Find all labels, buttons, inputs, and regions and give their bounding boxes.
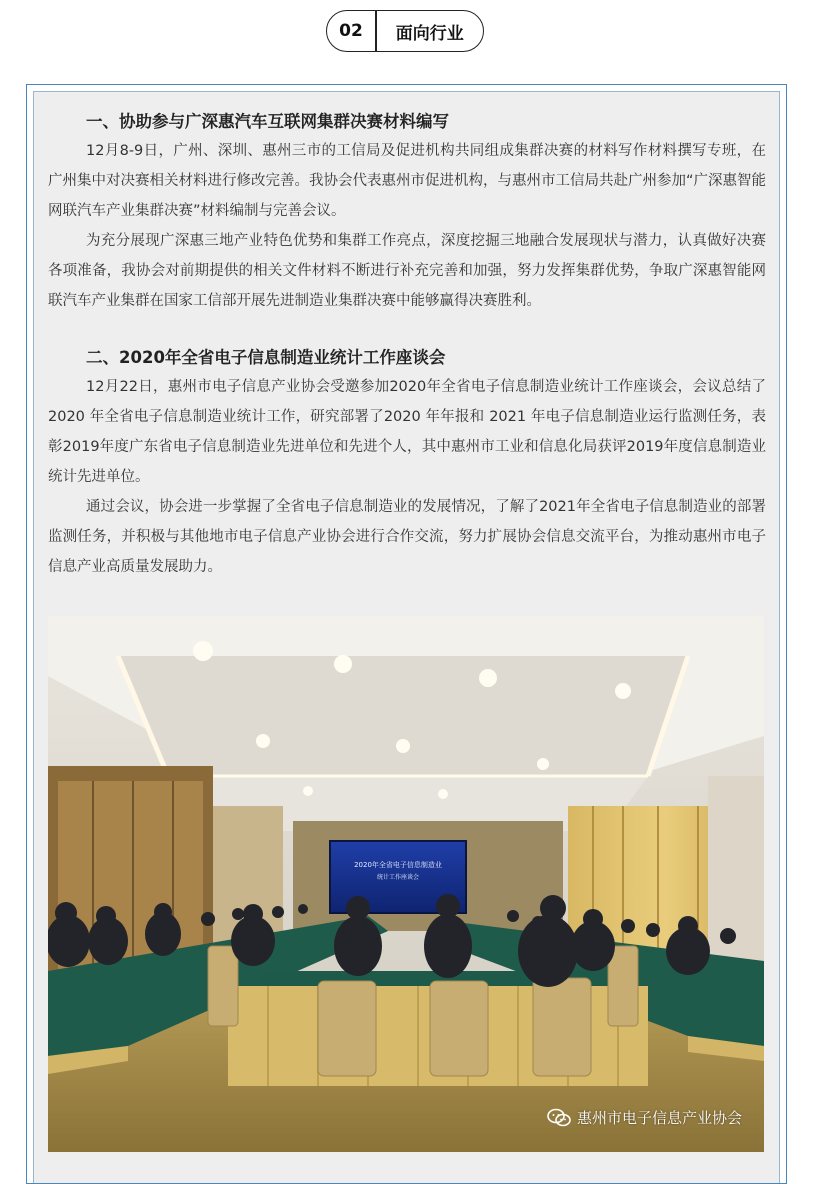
- section-gap: [48, 316, 766, 344]
- paragraph-1: 12月8-9日，广州、深圳、惠州三市的工信局及促进机构共同组成集群决赛的材料写作材料撰写专班，在广州集中对决赛相关材料进行修改完善。我协会代表惠州市促进机构，与惠州市工信局共赴广州参加“广深惠智能网联汽车产业集群决赛”材料编制与完善会议。: [48, 143, 767, 219]
- article-panel: [33, 91, 780, 1183]
- screen-title-line-2: 统计工作座谈会: [376, 874, 420, 881]
- paragraph-2: 为充分展现广深惠三地产业特色优势和集群工作亮点，深度挖掘三地融合发展现状与潜力，认真做好决赛各项准备，我协会对前期提供的相关文件材料不断进行补充完善和加强，努力发挥集群优势，争取广深惠智能网联汽车产业集群在国家工信部开展先进制造业集群决赛中能够赢得决赛胜利。: [48, 233, 766, 309]
- paragraph-4: 通过会议，协会进一步掌握了全省电子信息制造业的发展情况，了解了2021年全省电子信息制造业的部署监测任务，并积极与其他地市电子信息产业协会进行合作交流，努力扩展协会信息交流平台，为推动惠州市电子信息产业高质量发展助力。: [48, 499, 766, 575]
- article-frame: [26, 84, 787, 1184]
- watermark: [547, 1107, 742, 1128]
- section-title: 面向行业: [395, 23, 464, 44]
- paragraph-3: 12月22日，惠州市电子信息产业协会受邀参加2020年全省电子信息制造业统计工作座谈会，会议总结了 2020 年全省电子信息制造业统计工作，研究部署了2020 年年报和 2021 年电子信息制造业运行监测任务，表彰2019年度广东省电子信息制造业先进单位和先进个人，其中惠州市工业和信息化局获评2019年度信息制造业统计先进单位。: [48, 379, 766, 485]
- section-badge: [326, 10, 484, 52]
- wechat-icon: [547, 1108, 571, 1128]
- watermark-text: 惠州市电子信息产业协会: [576, 1109, 742, 1127]
- article-content: [48, 108, 766, 582]
- screen-title-line-1: 2020年全省电子信息制造业: [354, 861, 442, 869]
- section-number: 02: [339, 21, 363, 41]
- heading-2: 二、2020年全省电子信息制造业统计工作座谈会: [86, 348, 446, 367]
- meeting-photo-illustration: [48, 616, 764, 1152]
- heading-1: 一、协助参与广深惠汽车互联网集群决赛材料编写: [86, 112, 449, 131]
- meeting-photo: [48, 616, 764, 1152]
